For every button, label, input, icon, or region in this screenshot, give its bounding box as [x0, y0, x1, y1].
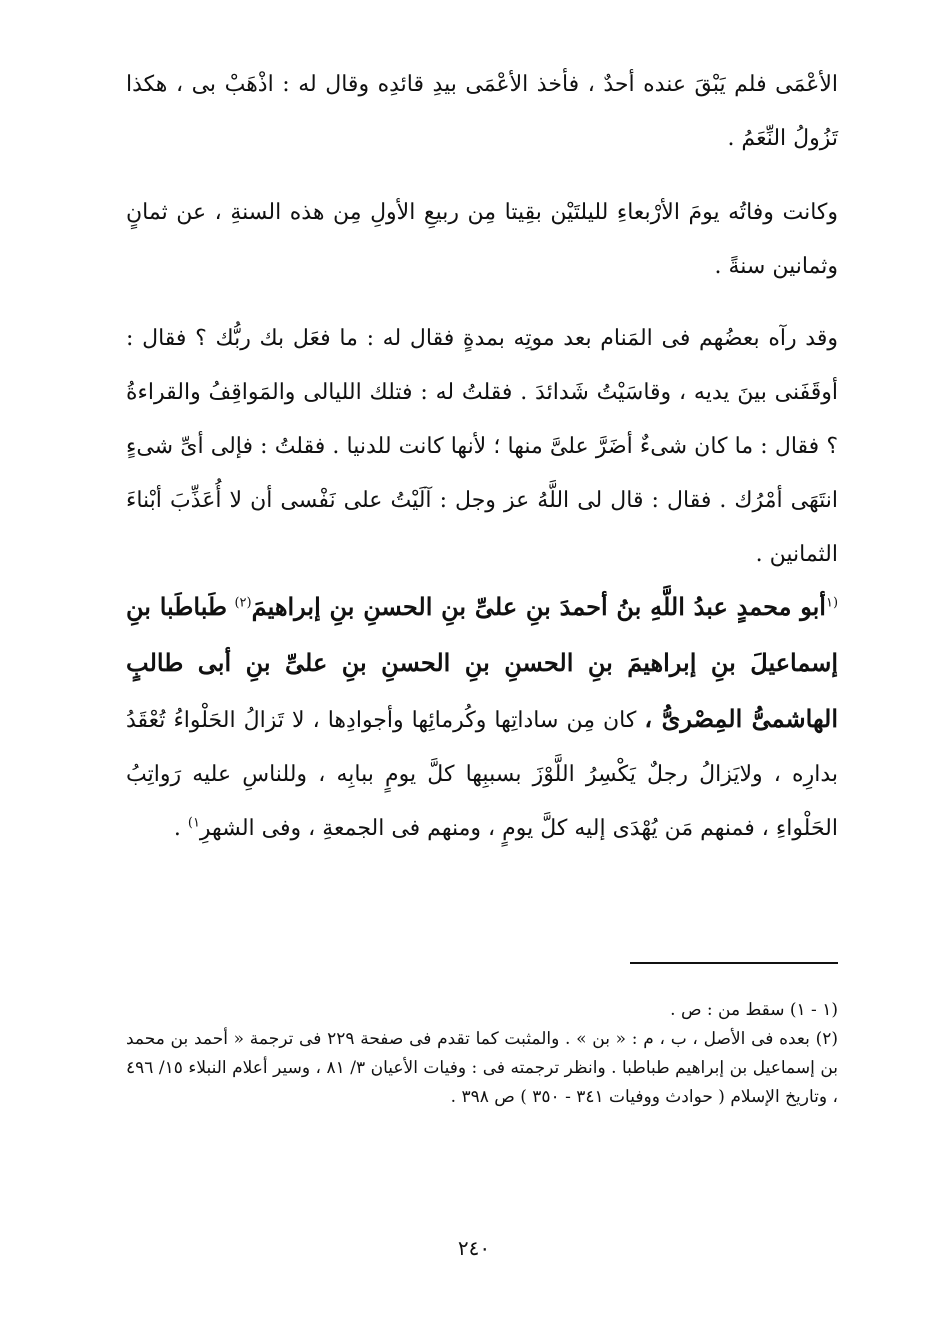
- biography-text: كان مِن ساداتِها وكُرمائِها وأجوادِها ، لا تَزالُ الحَلْواءُ تُعْقَدُ بدارِه ، ولايَزالُ رجلٌ يَكْسِرُ اللَّوْزَ بسببِها كلَّ يومٍ ببابِه ، وللناسِ عليه رَواتِبُ الحَلْواءِ ، فمنهم مَن يُهْدَى إليه كلَّ يومٍ ، ومنهم فى الجمعةِ ، وفى الشهرِ: [126, 708, 838, 841]
- footnote-marker-close: ١): [187, 815, 200, 831]
- footnote-marker-open: (١: [825, 595, 839, 611]
- footnote-divider: [630, 962, 838, 964]
- page-number: ٢٤٠: [457, 1236, 491, 1260]
- paragraph-biography: [126, 580, 838, 856]
- paragraph-death-date: وكانت وفاتُه يومَ الأرْبعاءِ لليلتَيْن بقِيتا مِن ربيعِ الأولِ مِن هذه السنةِ ، عن ثمانٍ وثمانين سنةً .: [126, 200, 838, 279]
- footnote-marker-2: (٢): [234, 595, 252, 611]
- biography-name-part1: أبو محمدٍ عبدُ اللَّهِ بنُ أحمدَ بنِ علىِّ بنِ الحسنِ بنِ إبراهيمَ: [251, 592, 826, 621]
- paragraph-dream: وقد رآه بعضُهم فى المَنام بعد موتِه بمدةٍ فقال له : ما فعَل بك ربُّك ؟ فقال : أوقَفَنى بينَ يديه ، وقاسَيْتُ شَدائدَ . فقلتُ له : فتلك الليالى والمَواقِفُ والقراءةُ ؟ فقال : ما كان شىءٌ أضَرَّ علىَّ منها ؛ لأنها كانت للدنيا . فقلتُ : فإلى أىِّ شىءٍ انتَهَى أمْرُك . فقال : قال لى اللَّهُ عز وجل : آلَيْتُ على نَفْسى أن لا أُعَذِّبَ أبْناءَ الثمانين .: [126, 326, 838, 567]
- biography-end: .: [173, 816, 188, 841]
- footnotes: [126, 996, 838, 1112]
- footnote-1: (١ - ١) سقط من : ص .: [670, 1000, 838, 1020]
- footnote-2: (٢) بعده فى الأصل ، ب ، م : « بن » . والمثبت كما تقدم فى صفحة ٢٢٩ فى ترجمة « أحمد بن محمد بن إسماعيل بن إبراهيم طباطبا . وانظر ترجمته فى : وفيات الأعيان ٣/ ٨١ ، وسير أعلام النبلاء ١٥/ ٤٩٦ ، وتاريخ الإسلام ( حوادث ووفيات ٣٤١ - ٣٥٠ ) ص ٣٩٨ .: [126, 1029, 838, 1107]
- biography-name-part2: طَباطَبا بنِ إسماعيلَ بنِ إبراهيمَ بنِ الحسنِ بنِ الحسنِ بنِ علىِّ بنِ أبى طالبٍ الهاشمىُّ المِصْرىُّ ،: [126, 592, 839, 733]
- paragraph-blind-man: الأعْمَى فلم يَبْقَ عنده أحدٌ ، فأخذ الأعْمَى بيدِ قائدِه وقال له : اذْهَبْ بى ، هكذا تَزُولُ النِّعَمُ .: [126, 72, 838, 151]
